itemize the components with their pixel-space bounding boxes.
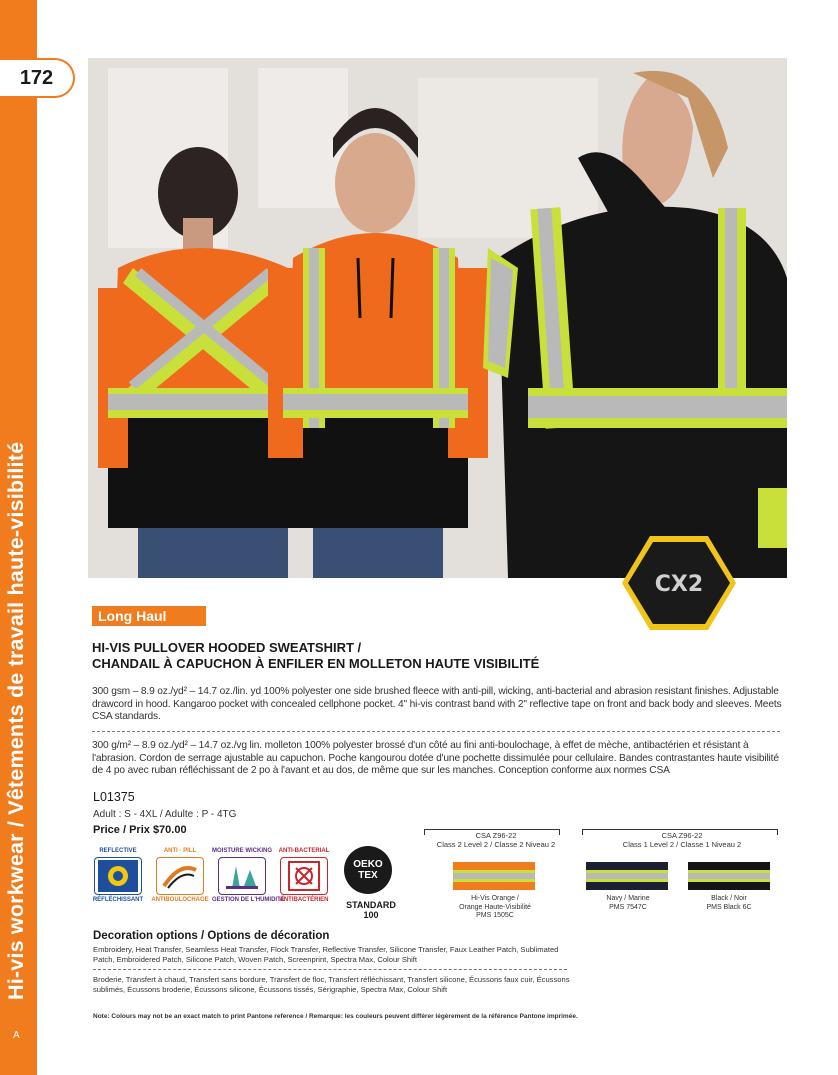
product-photo <box>88 58 787 578</box>
colour-note: Note: Colours may not be an exact match to print Pantone reference / Remarque: les couleurs peuvent différer légèrement de la référence Pantone imprimée. <box>93 1013 578 1020</box>
price-label: Price / Prix <box>93 824 150 836</box>
oeko-line2: TEX <box>358 870 378 881</box>
csa-bracket <box>424 829 560 835</box>
product-title-fr: CHANDAIL À CAPUCHON À ENFILER EN MOLLETON HAUTE VISIBILITÉ <box>92 656 540 671</box>
feature-reflective <box>88 848 148 903</box>
feature-anti-bacterial <box>274 848 334 903</box>
product-code: L01375 <box>93 790 135 804</box>
color-name: Navy / Marine <box>606 895 650 902</box>
feature-label-top: ANTI-BACTERIAL <box>278 848 330 854</box>
feature-label-bottom: ANTIBOULOCHAGE <box>151 897 209 903</box>
oeko-standard-number: 100 <box>363 910 379 920</box>
swatch-label-orange <box>440 895 550 921</box>
color-name: Hi-Vis Orange / <box>471 895 519 902</box>
color-pms: PMS 7547C <box>609 903 647 911</box>
csa-standard: CSA Z96-22 <box>661 831 703 840</box>
divider <box>92 731 780 732</box>
feature-label-bottom: ANTIBACTÉRIEN <box>279 897 329 903</box>
cx2-badge-text: CX2 <box>654 572 704 597</box>
product-title <box>92 640 539 672</box>
feature-label-bottom: GESTION DE L'HUMIDITÉ <box>212 897 285 903</box>
description-en: 300 gsm – 8.9 oz./yd² – 14.7 oz./lin. yd 100% polyester one side brushed fleece with anti-pill, wicking, anti-bacterial and abrasion resistant finishes. Adjustable drawcord in hood. Kangaroo pocket with concealed cellphone pocket. 4" hi-vis contrast band with 2" reflective tape on front and back body and sleeves. Meets CSA standards. <box>92 686 782 722</box>
product-title-en: HI-VIS PULLOVER HOODED SWEATSHIRT / <box>92 640 362 655</box>
anti-pill-icon <box>156 857 204 895</box>
swatch-hi-vis-orange[interactable] <box>453 862 535 890</box>
oeko-tex-logo <box>344 846 392 894</box>
feature-moisture-wicking <box>212 848 285 903</box>
feature-label-top: MOISTURE WICKING <box>212 848 272 854</box>
color-pms: PMS Black 6C <box>706 903 752 911</box>
color-name: Black / Noir <box>711 895 747 902</box>
section-letter: A <box>13 1030 20 1041</box>
feature-anti-pill <box>150 848 210 903</box>
divider <box>93 969 567 970</box>
swatch-black[interactable] <box>688 862 770 890</box>
oeko-standard <box>336 900 406 920</box>
feature-label-bottom: RÉFLÉCHISSANT <box>92 897 144 903</box>
feature-label-top: REFLECTIVE <box>99 848 137 854</box>
csa-bracket <box>582 829 778 835</box>
price-value: $70.00 <box>152 824 187 836</box>
color-name-fr: Orange Haute-Visibilité <box>459 903 531 911</box>
cx2-badge <box>620 533 738 633</box>
decoration-options-en: Embroidery, Heat Transfer, Seamless Heat Transfer, Flock Transfer, Reflective Transfer, Silicone Transfer, Faux Leather Patch, Sublimated Patch, Embroidered Patch, Silicone Patch, Woven Patch, Screenprint, Spectra Max, Colour Shift <box>93 945 559 964</box>
decoration-title: Decoration options / Options de décoration <box>93 930 330 942</box>
color-pms: PMS 1505C <box>476 912 514 919</box>
csa-class: Class 2 Level 2 / Classe 2 Niveau 2 <box>436 840 556 849</box>
section-title: Hi-vis workwear / Vêtements de travail haute-visibilité <box>4 441 28 1000</box>
decoration-options-fr: Broderie, Transfert à chaud, Transfert sans bordure, Transfert de floc, Transfert réfléchissant, Transfert silicone, Écussons faux cuir, Écussons sublimés, Écussons broderie, Écussons silicone, Écussons tissés, Sérigraphie, Spectra Max, Colour Shift <box>93 975 570 994</box>
oeko-line1: OEKO <box>353 859 383 870</box>
reflective-icon <box>94 857 142 895</box>
product-sizes: Adult : S - 4XL / Adulte : P - 4TG <box>93 809 237 820</box>
feature-label-top: ANTI - PILL <box>163 848 197 854</box>
csa-class: Class 1 Level 2 / Classe 1 Niveau 2 <box>622 840 742 849</box>
product-price <box>93 824 187 836</box>
swatch-label-black <box>674 895 784 912</box>
oeko-standard-label: STANDARD <box>346 900 396 910</box>
brand-tag: Long Haul <box>92 606 206 626</box>
swatch-label-navy <box>573 895 683 912</box>
description-fr: 300 g/m² – 8.9 oz./yd² – 14.7 oz./vg lin. molleton 100% polyester brossé d'un côté au fini anti-boulochage, à effet de mèche, antibactérien et résistant à l'abrasion. Cordon de serrage ajustable au capuchon. Poche kangourou dotée d'une pochette dissimulée pour cellulaire. Bandes contrastantes haute visibilité de 4 po avec ruban réfléchissant de 2 po à l'avant et au dos, de même que sur les manches. Conception conforme aux normes CSA <box>92 740 779 776</box>
anti-bacterial-icon <box>280 857 328 895</box>
swatch-navy[interactable] <box>586 862 668 890</box>
moisture-wicking-icon <box>218 857 266 895</box>
csa-standard: CSA Z96-22 <box>475 831 517 840</box>
page-number: 172 <box>0 58 75 98</box>
